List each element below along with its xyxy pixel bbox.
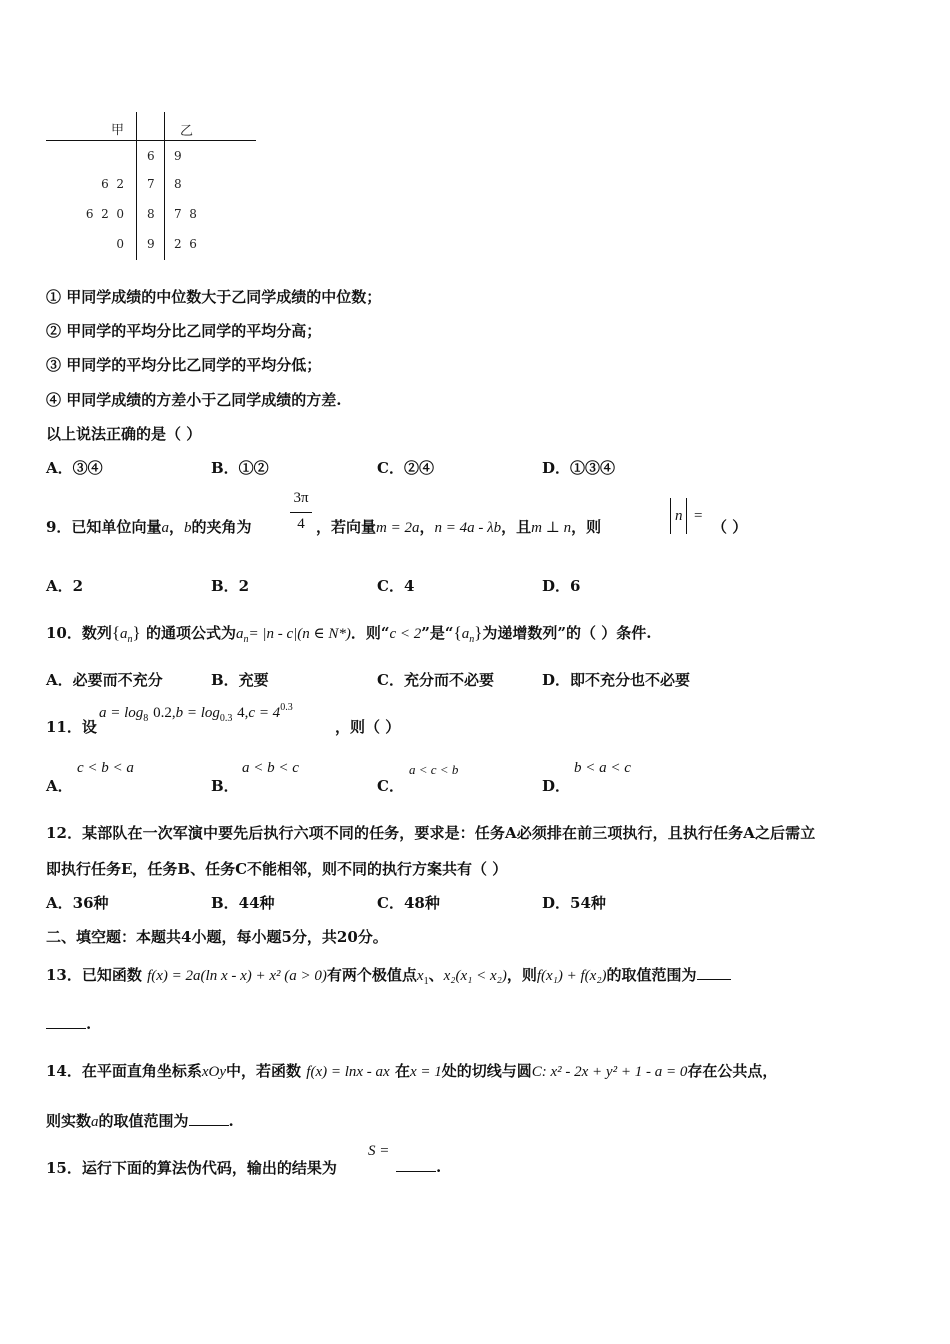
statement-2: ② 甲同学的平均分比乙同学的平均分高； (46, 322, 322, 340)
q9-option-c: C．4 (377, 577, 415, 595)
section-heading: 二、填空题：本题共4小题，每小题5分，共20分。 (46, 928, 388, 946)
q9-abs-n: n (675, 508, 683, 524)
q9-option-a: A．2 (46, 577, 84, 595)
q11-label-c: C． (377, 777, 404, 795)
q8-option-a: A．③④ (46, 459, 103, 477)
q11-label-a: A． (46, 777, 73, 795)
q10-option-d: D．即不充分也不必要 (542, 671, 691, 689)
statement-4: ④ 甲同学成绩的方差小于乙同学成绩的方差. (46, 391, 342, 409)
q11-text: 11．设 (46, 718, 97, 736)
leaf-left-row4: 0 (116, 237, 124, 251)
q9-text: 9．已知单位向量a，b的夹角为 (46, 518, 252, 536)
leaf-right-row2: 8 (174, 177, 182, 191)
q8-option-d: D．①③④ (542, 459, 616, 477)
q10-text: 10．数列$\{a_n\}$ 的通项公式为$a_n= |n - c|(n$ ∈ N*)．则“c < 2”是“$\{a_n\}$为递增数列”的（ ）条件. (46, 623, 652, 645)
q13-line-2: . (46, 1014, 91, 1033)
plot-divider-left (136, 112, 137, 260)
leaf-right-row3: 7 8 (174, 207, 197, 221)
header-jia: 甲 (111, 123, 125, 138)
q11-label-d: D． (542, 777, 571, 795)
statement-3: ③ 甲同学的平均分比乙同学的平均分低； (46, 356, 322, 374)
q9-eq: = (694, 508, 703, 524)
q9-frac-den: 4 (297, 516, 305, 532)
abs-bar-left (670, 498, 671, 534)
q11-label-b: B． (211, 777, 239, 795)
leaf-left-row3: 6 2 0 (85, 207, 124, 221)
q14-text: 14．在平面直角坐标系xOy中，若函数 f(x) = lnx - ax 在x = 1处的切线与圆C: x² - 2x + y² + 1 - a = 0存在公共点， (46, 1062, 778, 1080)
q11-paren: ，则（ ） (335, 718, 401, 736)
q11-option-a: c < b < a (77, 760, 134, 776)
q14-line-2: 则实数a的取值范围为 . (46, 1112, 234, 1130)
q11-option-c: a < c < b (409, 762, 459, 777)
q11-option-b: a < b < c (242, 760, 299, 776)
q15-answer: . (396, 1157, 441, 1176)
q15-blank[interactable] (396, 1157, 436, 1172)
q15-s: S = (368, 1143, 390, 1159)
stem-row4: 9 (147, 237, 155, 251)
q8-prompt: 以上说法正确的是（ ） (46, 425, 202, 443)
q9-option-d: D．6 (542, 577, 581, 595)
leaf-right-row1: 9 (174, 149, 182, 163)
abs-bar-right (686, 498, 687, 534)
stem-row3: 8 (147, 207, 155, 221)
q10-option-b: B．充要 (211, 671, 269, 689)
stem-row2: 7 (147, 177, 155, 191)
q8-option-b: B．①② (211, 459, 269, 477)
q12-option-b: B．44种 (211, 894, 275, 912)
q12-line-1: 12．某部队在一次军演中要先后执行六项不同的任务，要求是：任务A必须排在前三项执行，且执行任务A之后需立 (46, 824, 816, 842)
plot-divider-right (164, 112, 165, 260)
stem-row1: 6 (147, 149, 155, 163)
q9-paren: （ ） (712, 518, 748, 536)
q9-frac-num: 3π (293, 490, 309, 506)
q14-blank[interactable] (189, 1111, 229, 1126)
q10-option-a: A．必要而不充分 (46, 671, 163, 689)
q11-formula: $a = \log_8 0.2,b = \log_{0.3} 4,c = 4^{0.3}$ (99, 702, 293, 724)
q12-option-a: A．36种 (46, 894, 109, 912)
leaf-left-row2: 6 2 (101, 177, 124, 191)
q15-text: 15．运行下面的算法伪代码，输出的结果为 (46, 1159, 337, 1177)
q11-option-d: b < a < c (574, 760, 631, 776)
q13-blank-2[interactable] (46, 1014, 86, 1029)
plot-header-line (46, 140, 256, 141)
q9-option-b: B．2 (211, 577, 250, 595)
q12-option-d: D．54种 (542, 894, 606, 912)
statement-1: ① 甲同学成绩的中位数大于乙同学成绩的中位数； (46, 288, 382, 306)
q13-blank-1[interactable] (697, 965, 731, 980)
q12-option-c: C．48种 (377, 894, 440, 912)
q10-option-c: C．充分而不必要 (377, 671, 494, 689)
header-yi: 乙 (180, 124, 194, 139)
leaf-right-row4: 2 6 (174, 237, 197, 251)
q9-text-2: ，若向量m = 2a，n = 4a - λb，且m ⊥ n，则 (316, 518, 602, 536)
q9-frac-bar (290, 512, 312, 513)
q8-option-c: C．②④ (377, 459, 434, 477)
q12-line-2: 即执行任务E，任务B、任务C不能相邻，则不同的执行方案共有（ ） (46, 860, 508, 878)
q13-text: 13．已知函数 f(x) = 2a(ln x - x) + x² (a > 0)有两个极值点$x_1$、x₂(x₁ < x₂)，则f(x₁) + f(x₂)的取值范围为 (46, 964, 731, 987)
